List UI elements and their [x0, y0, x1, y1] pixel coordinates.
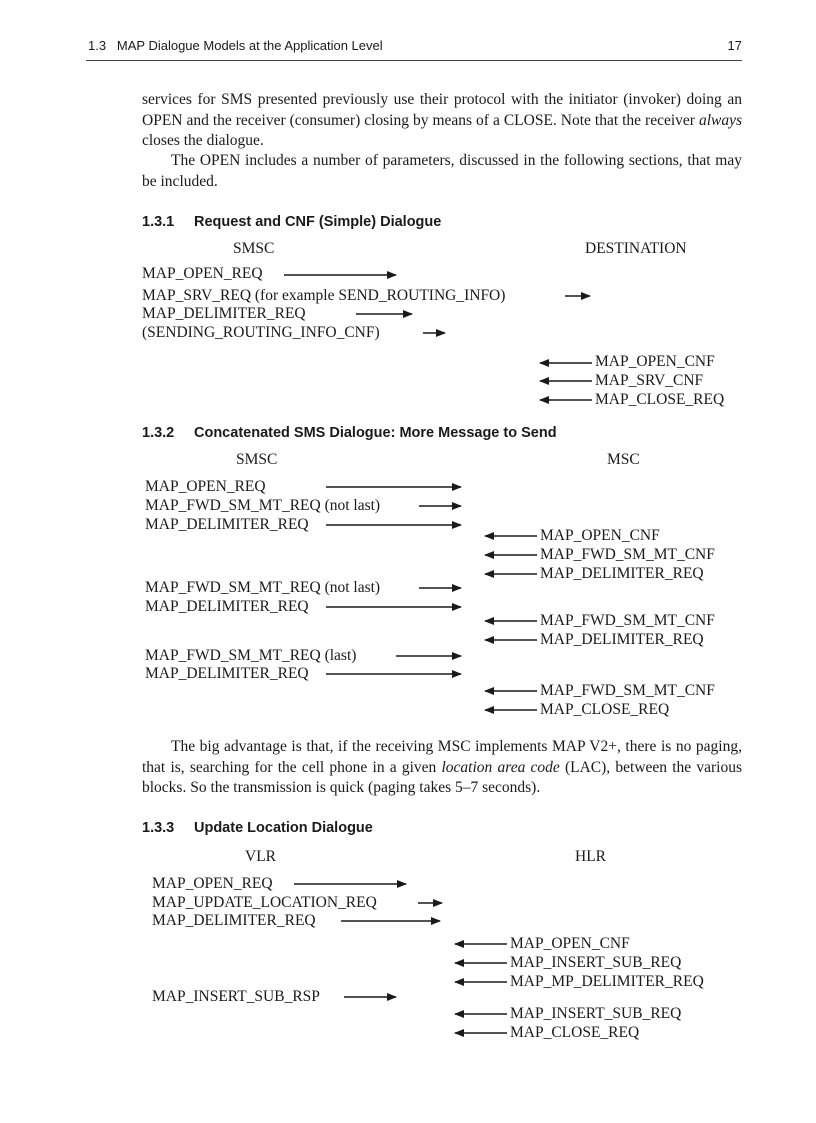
paragraph-text: The big advantage is that, if the receiving MSC implements MAP V2+, there is no paging, that is, searching for the cell phone in a given	[142, 738, 742, 776]
msg-out: MAP_SRV_REQ (for example SEND_ROUTING_INFO)	[142, 287, 506, 304]
paragraph-emphasis: location area code	[441, 758, 560, 776]
section-title: Request and CNF (Simple) Dialogue	[194, 214, 442, 230]
msg-in: MAP_INSERT_SUB_REQ	[510, 1005, 682, 1022]
label-destination: DESTINATION	[585, 240, 687, 257]
section-number: 1.3.2	[142, 425, 175, 441]
msg-in: MAP_INSERT_SUB_REQ	[510, 954, 682, 971]
intro-paragraph-2: The OPEN includes a number of parameters, discussed in the following sections, that may be included.	[142, 152, 742, 190]
running-header-title: 1.3 MAP Dialogue Models at the Application Level	[88, 38, 383, 53]
msg-out: MAP_OPEN_REQ	[145, 478, 266, 495]
msg-in: MAP_CLOSE_REQ	[595, 391, 725, 408]
section-number: 1.3.1	[142, 214, 175, 230]
label-msc: MSC	[607, 451, 640, 468]
label-smsc: SMSC	[236, 451, 278, 468]
msg-out: MAP_FWD_SM_MT_REQ (not last)	[145, 497, 381, 514]
msg-out: MAP_OPEN_REQ	[152, 875, 273, 892]
msg-out: MAP_DELIMITER_REQ	[142, 305, 306, 322]
msg-in: MAP_CLOSE_REQ	[510, 1024, 640, 1041]
msg-in: MAP_MP_DELIMITER_REQ	[510, 973, 704, 990]
section-title: Update Location Dialogue	[194, 820, 373, 836]
msg-out: MAP_FWD_SM_MT_REQ (not last)	[145, 579, 381, 596]
msg-out: (SENDING_ROUTING_INFO_CNF)	[142, 324, 380, 341]
msg-out: MAP_FWD_SM_MT_REQ (last)	[145, 647, 357, 664]
label-vlr: VLR	[245, 848, 276, 865]
intro-emphasis: always	[698, 111, 742, 129]
page-number: 17	[727, 38, 742, 53]
msg-out: MAP_INSERT_SUB_RSP	[152, 988, 320, 1005]
msg-in: MAP_FWD_SM_MT_CNF	[540, 682, 715, 699]
label-smsc: SMSC	[233, 240, 275, 257]
msg-out: MAP_DELIMITER_REQ	[145, 598, 309, 615]
msg-out: MAP_UPDATE_LOCATION_REQ	[152, 894, 377, 911]
msg-in: MAP_OPEN_CNF	[540, 527, 660, 544]
msg-in: MAP_DELIMITER_REQ	[540, 631, 704, 648]
msg-in: MAP_DELIMITER_REQ	[540, 565, 704, 582]
section-title: Concatenated SMS Dialogue: More Message to Send	[194, 425, 557, 441]
intro-text: services for SMS presented previously use their protocol with the initiator (invoker) doing an OPEN and the receiver (consumer) closing by means of a CLOSE. Note that the receiver	[142, 91, 742, 129]
msg-out: MAP_DELIMITER_REQ	[145, 516, 309, 533]
msg-in: MAP_OPEN_CNF	[510, 935, 630, 952]
msg-in: MAP_CLOSE_REQ	[540, 701, 670, 718]
intro-text-end: closes the dialogue.	[142, 132, 264, 149]
msg-out: MAP_OPEN_REQ	[142, 265, 263, 282]
msg-in: MAP_FWD_SM_MT_CNF	[540, 546, 715, 563]
msg-in: MAP_OPEN_CNF	[595, 353, 715, 370]
msg-out: MAP_DELIMITER_REQ	[152, 912, 316, 929]
msg-in: MAP_FWD_SM_MT_CNF	[540, 612, 715, 629]
section-number: 1.3.3	[142, 820, 175, 836]
paragraph-text-end: (LAC), between the various blocks. So the transmission is quick (paging takes 5–7 seconds).	[142, 758, 742, 796]
label-hlr: HLR	[575, 848, 606, 865]
msg-out: MAP_DELIMITER_REQ	[145, 665, 309, 682]
msg-in: MAP_SRV_CNF	[595, 372, 704, 389]
